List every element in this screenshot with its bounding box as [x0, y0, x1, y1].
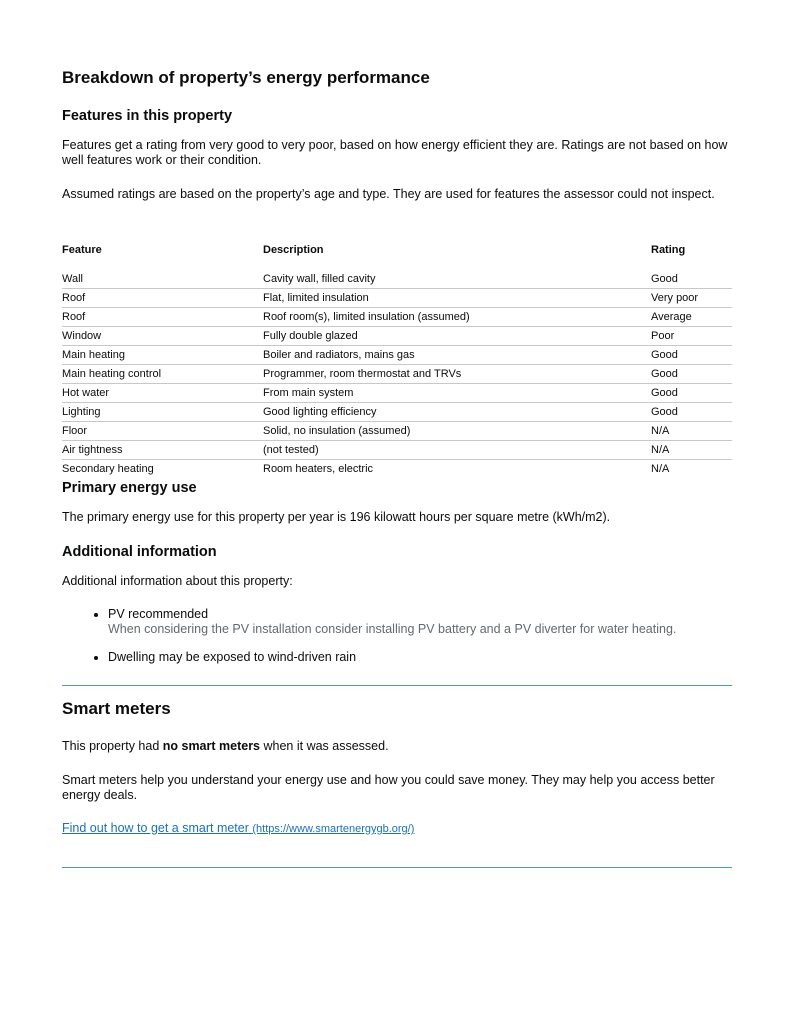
primary-energy-text: The primary energy use for this property per year is 196 kilowatt hours per square metre (kWh/m2).	[62, 510, 611, 524]
rating-cell: N/A	[651, 463, 670, 475]
rating-cell: Average	[651, 311, 692, 323]
column-header-rating: Rating	[651, 244, 686, 256]
features-table	[62, 244, 732, 478]
page-title: Breakdown of property’s energy performance	[62, 68, 430, 87]
table-header-row	[62, 244, 732, 270]
description-cell: (not tested)	[263, 444, 319, 456]
additional-info-list	[62, 607, 731, 678]
features-heading: Features in this property	[62, 108, 233, 124]
table-row	[62, 460, 732, 479]
column-header-feature: Feature	[62, 244, 102, 256]
features-rating-paragraph: Features get a rating from very good to very poor, based on how energy efficient they are. Ratings are not based on how well features work or their condition.	[62, 138, 728, 167]
rating-cell: Very poor	[651, 292, 699, 304]
table-row	[62, 346, 732, 365]
smart-meters-heading: Smart meters	[62, 699, 171, 718]
table-row	[62, 327, 732, 346]
feature-cell: Main heating	[62, 349, 125, 361]
feature-cell: Main heating control	[62, 368, 162, 380]
smart-meter-link-url: (https://www.smartenergygb.org/)	[252, 823, 415, 835]
feature-cell: Window	[62, 330, 102, 342]
rating-cell: Good	[651, 387, 678, 399]
table-row	[62, 365, 732, 384]
section-divider	[62, 685, 732, 686]
list-item-hint: When considering the PV installation consider installing PV battery and a PV diverter for water heating.	[108, 622, 677, 636]
feature-cell: Lighting	[62, 406, 101, 418]
table-row	[62, 289, 732, 308]
table-row	[62, 441, 732, 460]
status-emphasis: no smart meters	[162, 739, 261, 753]
description-cell: Cavity wall, filled cavity	[263, 273, 376, 285]
rating-cell: Good	[651, 273, 678, 285]
description-cell: From main system	[263, 387, 354, 399]
feature-cell: Wall	[62, 273, 83, 285]
table-row	[62, 422, 732, 441]
smart-meter-link-wrapper	[62, 821, 731, 837]
description-cell: Room heaters, electric	[263, 463, 374, 475]
rating-cell: N/A	[651, 425, 670, 437]
feature-cell: Air tightness	[62, 444, 123, 456]
feature-cell: Roof	[62, 292, 86, 304]
table-row	[62, 270, 732, 289]
rating-cell: Good	[651, 349, 678, 361]
status-suffix: when it was assessed.	[260, 739, 389, 753]
description-cell: Roof room(s), limited insulation (assumed)	[263, 311, 470, 323]
smart-meter-link[interactable]	[62, 821, 414, 835]
rating-cell: Poor	[651, 330, 675, 342]
smart-meters-status	[62, 739, 731, 754]
list-item-title: Dwelling may be exposed to wind-driven rain	[108, 650, 357, 664]
table-row	[62, 403, 732, 422]
smart-meters-info: Smart meters help you understand your energy use and how you could save money. They may help you access better energy deals.	[62, 773, 715, 802]
description-cell: Solid, no insulation (assumed)	[263, 425, 411, 437]
list-item	[108, 607, 731, 637]
table-row	[62, 308, 732, 327]
primary-energy-heading: Primary energy use	[62, 480, 197, 496]
smart-meter-link-text: Find out how to get a smart meter	[62, 821, 249, 835]
column-header-description: Description	[263, 244, 324, 256]
rating-cell: Good	[651, 406, 678, 418]
description-cell: Good lighting efficiency	[263, 406, 377, 418]
description-cell: Programmer, room thermostat and TRVs	[263, 368, 462, 380]
list-item-title: PV recommended	[108, 607, 209, 621]
description-cell: Flat, limited insulation	[263, 292, 369, 304]
feature-cell: Floor	[62, 425, 88, 437]
rating-cell: Good	[651, 368, 678, 380]
description-cell: Fully double glazed	[263, 330, 358, 342]
rating-cell: N/A	[651, 444, 670, 456]
feature-cell: Roof	[62, 311, 86, 323]
features-table-wrapper	[62, 244, 731, 478]
additional-info-intro: Additional information about this property:	[62, 574, 293, 588]
feature-cell: Secondary heating	[62, 463, 154, 475]
section-divider	[62, 867, 732, 868]
additional-info-heading: Additional information	[62, 544, 217, 560]
status-prefix: This property had	[62, 739, 163, 753]
table-row	[62, 384, 732, 403]
assumed-ratings-paragraph: Assumed ratings are based on the property’s age and type. They are used for features the assessor could not inspect.	[62, 187, 715, 201]
list-item	[108, 650, 731, 665]
description-cell: Boiler and radiators, mains gas	[263, 349, 415, 361]
feature-cell: Hot water	[62, 387, 110, 399]
